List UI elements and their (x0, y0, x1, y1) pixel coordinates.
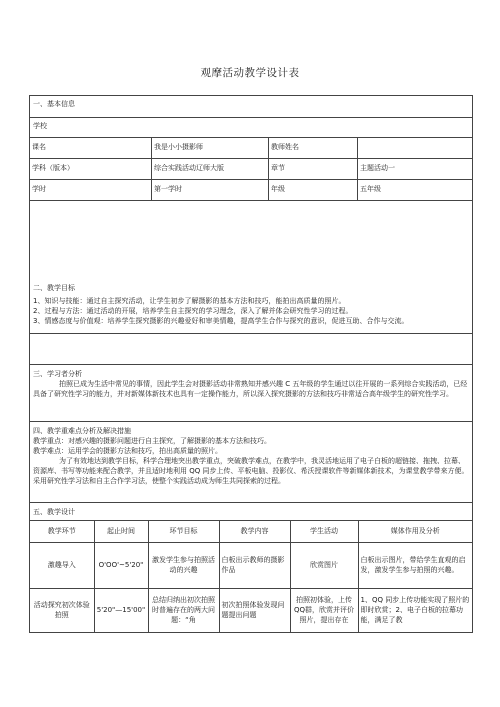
measures-text: 为了有效地达到教学目标，科学合理地突出教学重点，突破教学难点，在教学中，我灵活地运用了电子白板的超链接、拖拽、拉幕、资源库、书写等功能来配合教学，并且适时地利用 QQ 同步上传、平板电脑、投影仪、希沃授课软件等新媒体新技术，为课堂教学带来方便。采用研究性学习法和自主合作学习法，使整个实践活动成为师生共同探索的过程。 (33, 456, 469, 486)
column-header: 学生活动 (290, 521, 358, 543)
objective-item: 2、过程与方法：通过活动的开展，培养学生自主探究的学习理念，深入了解并体会研究性学习的过程。 (33, 307, 353, 316)
subject-row (30, 159, 472, 180)
table-cell: 白板出示教师的摄影作品 (219, 542, 290, 588)
difficulty-text: 教学难点：运用学会的摄影方法和技巧，拍出高质量的照片。 (33, 446, 222, 455)
learner-analysis-block (30, 365, 472, 422)
column-header: 媒体作用及分析 (358, 521, 472, 543)
section3-heading: 三、学习者分析 (33, 369, 82, 378)
table-cell: 激发学生参与拍照活动的兴趣 (148, 542, 219, 588)
section1-heading: 一、基本信息 (30, 96, 472, 118)
table-cell: O'OO'~5'20" (94, 542, 148, 588)
key-point-text: 教学重点：对感兴趣的摄影问题进行自主探究，了解摄影的基本方法和技巧。 (33, 436, 271, 445)
section4-heading: 四、教学重难点分析及解决措施 (33, 426, 131, 435)
lesson-value: 我是小小摄影师 (152, 138, 269, 158)
column-header: 起止时间 (94, 521, 148, 543)
column-header: 教学环节 (30, 521, 94, 543)
teaching-design-table (30, 521, 472, 633)
design-form (29, 95, 473, 633)
column-header: 环节目标 (148, 521, 219, 543)
lesson-row (30, 138, 472, 159)
learner-analysis-text: 拍照已成为生活中常见的事情，因此学生会对摄影活动非常熟知并感兴趣 C 五年级的学生通过以往开展的一系列综合实践活动，已经具备了研究性学习的能力，并对新媒体新技术也具有一定操作能力，所以深入探究摄影的方法和技巧非常适合高年级学生的研究性学习。 (33, 379, 468, 398)
table-cell: 总结归纳出初次拍照时普遍存在的两大问题：“角 (148, 588, 219, 632)
table-cell: 激趣导入 (30, 542, 94, 588)
table-row (30, 588, 472, 632)
period-value: 第一学时 (152, 180, 269, 200)
period-row (30, 180, 472, 201)
blank-spacer (30, 334, 472, 365)
subject-label: 学科（版本） (30, 159, 152, 179)
objective-item: 1、知识与技能：通过自主探究活动，让学生初步了解摄影的基本方法和技巧，能拍出高质量的照片。 (33, 297, 346, 306)
objective-item: 3、情感态度与价值观：培养学生探究摄影的兴趣爱好和审美情趣，提高学生合作与探究的意识，促进互助、合作与交流。 (33, 317, 409, 326)
school-label: 学校 (33, 122, 47, 130)
table-row (30, 542, 472, 588)
table-cell: 1、QQ 同步上传功能实现了照片的即时欣赏；2、电子白板的拉幕功能，满足了教 (358, 588, 472, 632)
document-title: 观摩活动教学设计表 (200, 67, 300, 79)
subject-value: 综合实践活动辽师大版 (152, 159, 269, 179)
grade-value: 五年级 (360, 185, 381, 193)
teacher-label: 教师姓名 (269, 138, 358, 158)
table-header-row (30, 521, 472, 543)
lesson-label: 课名 (30, 138, 152, 158)
table-cell: 欣赏图片 (290, 542, 358, 588)
table-cell: 5'20"—15'00" (94, 588, 148, 632)
chapter-value: 主题活动一 (360, 164, 395, 172)
teacher-value (358, 138, 472, 158)
objectives-block (30, 201, 472, 334)
key-difficulty-block (30, 422, 472, 503)
grade-label: 年级 (269, 180, 358, 200)
column-header: 教学内容 (219, 521, 290, 543)
school-row (30, 118, 472, 138)
table-cell: 初次拍照体验发现问题提出问题 (219, 588, 290, 632)
table-cell: 活动探究初次体验拍照 (30, 588, 94, 632)
section2-heading: 二、教学目标 (33, 284, 75, 292)
table-cell: 白板出示图片，带给学生直观的启发，激发学生参与拍照的兴趣。 (358, 542, 472, 588)
period-label: 学时 (30, 180, 152, 200)
chapter-label: 章节 (269, 159, 358, 179)
section5-heading: 五、教学设计 (30, 503, 472, 521)
table-cell: 拍照初体验，上传QQ群，欣赏并评价照片，提出存在 (290, 588, 358, 632)
